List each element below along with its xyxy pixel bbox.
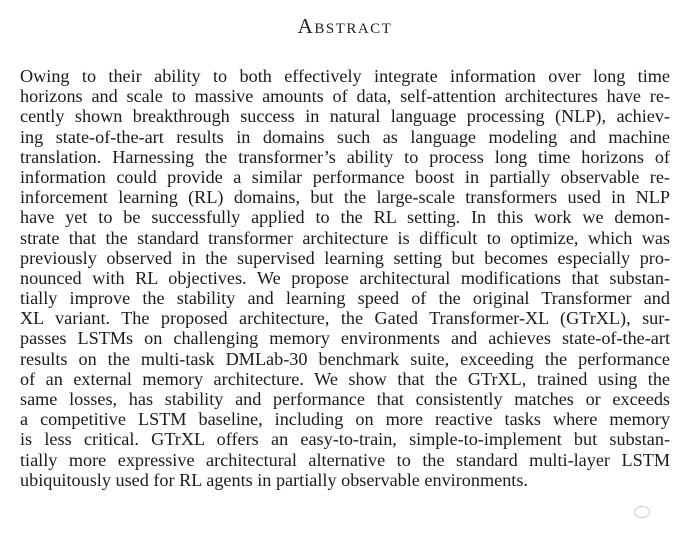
abstract-line: strate that the standard transformer architecture is difficult to optimize, which was bbox=[20, 227, 670, 248]
abstract-line: tially more expressive architectural alternative to the standard multi-layer LSTM bbox=[20, 449, 670, 470]
abstract-line: results on the multi-task DMLab-30 benchmark suite, exceeding the performance bbox=[20, 348, 670, 369]
watermark bbox=[634, 506, 650, 518]
abstract-line: tially improve the stability and learning speed of the original Transformer and bbox=[20, 288, 670, 309]
abstract-line: have yet to be successfully applied to the RL setting. In this work we demon- bbox=[20, 207, 670, 228]
abstract-line: horizons and scale to massive amounts of data, self-attention architectures have re- bbox=[20, 86, 670, 107]
abstract-line: same losses, has stability and performance that consistently matches or exceeds bbox=[20, 389, 670, 409]
abstract-line: translation. Harnessing the transformer’s ability to process long time horizons of bbox=[20, 146, 670, 167]
abstract-line: a competitive LSTM baseline, including on more reactive tasks where memory bbox=[20, 409, 670, 430]
abstract-line: of an external memory architecture. We show that the GTrXL, trained using the bbox=[20, 368, 670, 389]
abstract-line: cently shown breakthrough success in natural language processing (NLP), achiev- bbox=[20, 106, 670, 127]
abstract-line: is less critical. GTrXL offers an easy-to-train, simple-to-implement but substan- bbox=[20, 429, 670, 450]
abstract-line: inforcement learning (RL) domains, but the large-scale transformers used in NLP bbox=[20, 187, 670, 208]
abstract-line: XL variant. The proposed architecture, the Gated Transformer-XL (GTrXL), sur- bbox=[20, 308, 670, 329]
weibo-icon bbox=[634, 506, 650, 518]
abstract-line: information could provide a similar performance boost in partially observable re- bbox=[20, 166, 670, 187]
abstract-line: ubiquitously used for RL agents in partially observable environments. bbox=[20, 469, 528, 490]
abstract-heading: Abstract bbox=[297, 14, 393, 38]
abstract-line: previously observed in the supervised learning setting but becomes especially pro- bbox=[20, 247, 670, 268]
abstract-line: ing state-of-the-art results in domains such as language modeling and machine bbox=[20, 126, 670, 147]
abstract-line: passes LSTMs on challenging memory environments and achieves state-of-the-art bbox=[20, 328, 670, 349]
abstract-body bbox=[20, 66, 670, 490]
abstract-line: Owing to their ability to both effectively integrate information over long time bbox=[20, 66, 670, 86]
abstract-line: nounced with RL objectives. We propose architectural modifications that substan- bbox=[20, 267, 670, 288]
